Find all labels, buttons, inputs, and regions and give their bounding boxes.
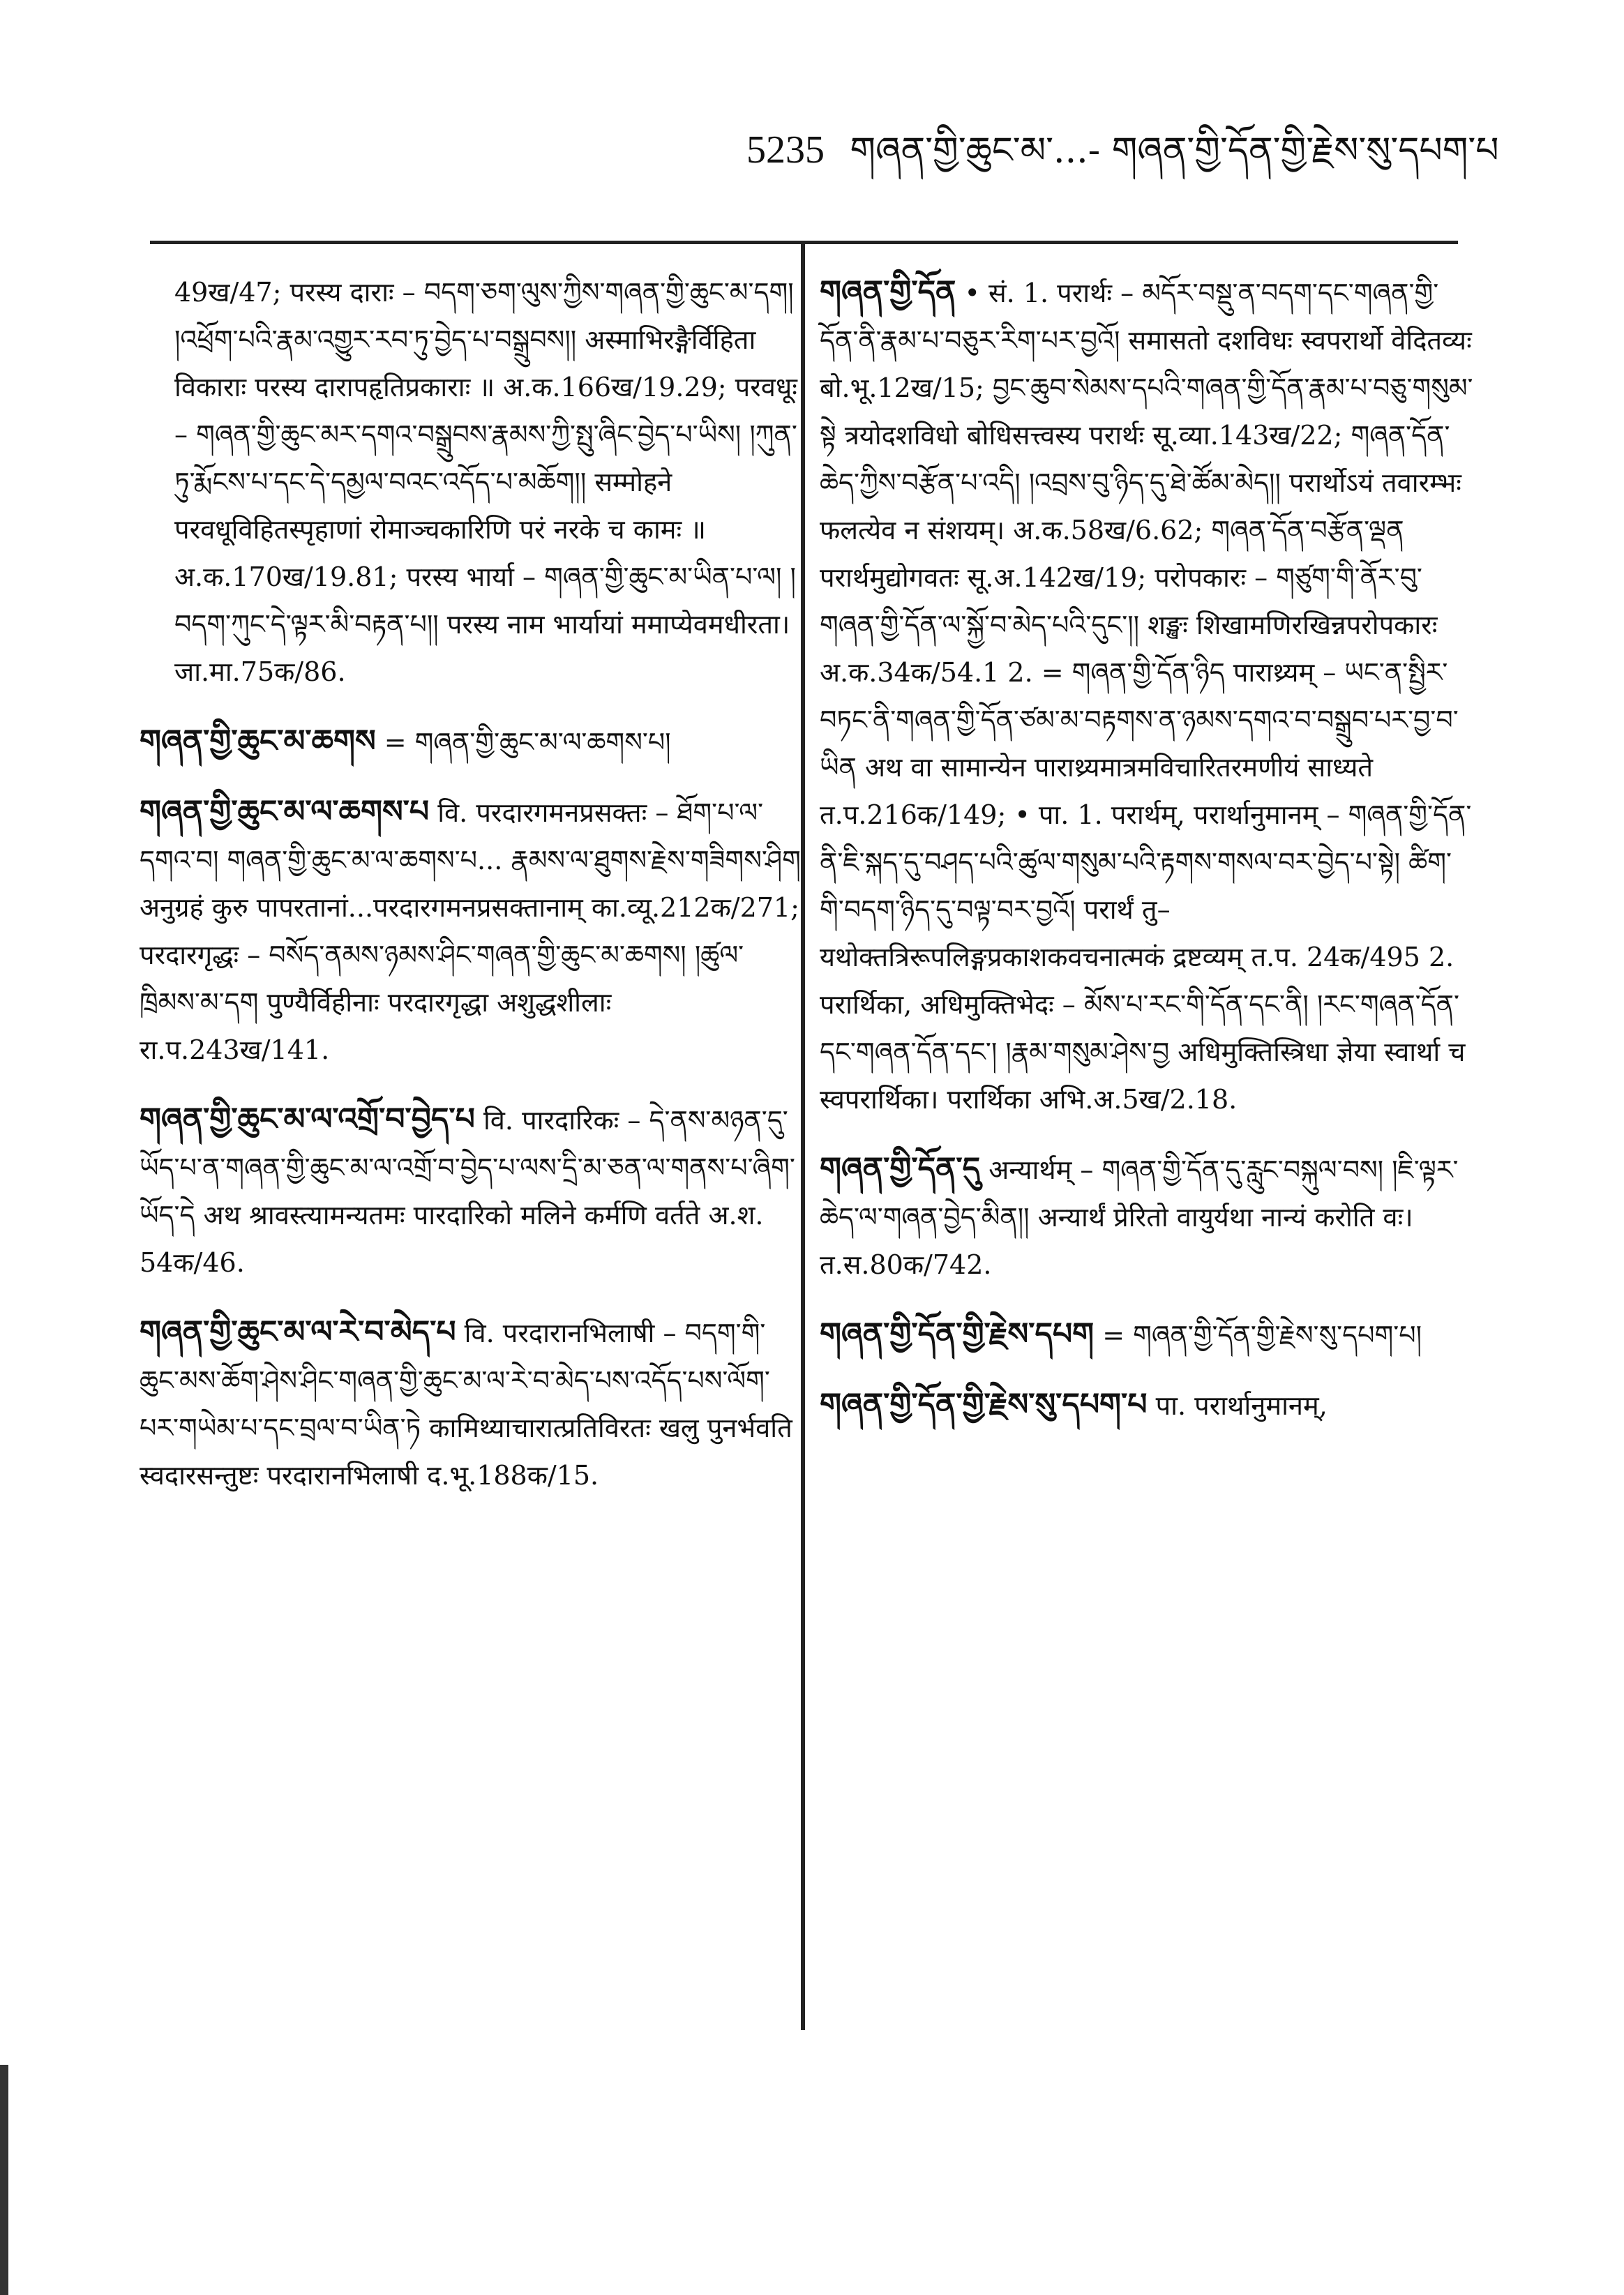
- entry-headword: གཞན་གྱི་དོན་གྱི་རྗེས་དཔག: [820, 1316, 1095, 1352]
- entry-headword: གཞན་གྱི་ཆུང་མ་ལ་འགྲོ་བ་བྱེད་པ: [140, 1101, 475, 1137]
- entry-headword: གཞན་གྱི་དོན: [820, 274, 956, 310]
- dictionary-entry: [140, 788, 802, 1074]
- dictionary-entry: [820, 1381, 1475, 1429]
- entry-text: = གཞན་གྱི་དོན་གྱི་རྗེས་སུ་དཔག་པ།: [1102, 1320, 1422, 1350]
- entry-headword: གཞན་གྱི་ཆུང་མ་ལ་ཆགས་པ: [140, 794, 430, 829]
- entry-headword: གཞན་གྱི་ཆུང་མ་ལ་རེ་བ་མེད་པ: [140, 1314, 456, 1350]
- dictionary-entry: [140, 1096, 802, 1286]
- left-column: [140, 269, 802, 1521]
- entry-text: = གཞན་གྱི་ཆུང་མ་ལ་ཆགས་པ།: [384, 727, 671, 758]
- dictionary-entry: [140, 1309, 802, 1499]
- dictionary-entry: [820, 1311, 1475, 1359]
- entry-text: वि. पारदारिकः – དེ་ནས་མཉན་དུ་ཡོད་པ་ན་གཞན་གྱི་ཆུང་མ་ལ་འགྲོ་བ་བྱེད་པ་ལས་དྲི་མ་ཅན་ལ་གནས་པ་ཞིག་ཡོད་དེ अथ श्रावस्त्यामन्यतमः पारदारिको मलिने कर्मणि वर्तते अ.श. 54क/46.: [140, 1105, 795, 1278]
- entry-text: • सं. 1. परार्थः – མདོར་བསྡུ་ན་བདག་དང་གཞན་གྱི་དོན་ནི་རྣམ་པ་བཅུར་རིག་པར་བྱའོ། समासतो दशविधः स्वपरार्थो वेदितव्यः बो.भू.12ख/15; བྱང་ཆུབ་སེམས་དཔའི་གཞན་གྱི་དོན་རྣམ་པ་བཅུ་གསུམ་སྟེ त्रयोदशविधो बोधिसत्त्वस्य परार्थः सू.व्या.143ख/22; གཞན་དོན་ཆེད་ཀྱིས་བརྩོན་པ་འདི། །འབྲས་བུ་ཉིད་དུ་ཐེ་ཚོམ་མེད།། परार्थोऽयं तवारम्भः फलत्येव न संशयम्। अ.क.58ख/6.62; གཞན་དོན་བརྩོན་ལྡན परार्थमुद्योगवतः सू.अ.142ख/19; परोपकारः – གཙུག་གི་ནོར་བུ་གཞན་གྱི་དོན་ལ་སྐྱོ་བ་མེད་པའི་དུང་།། शङ्खः शिखामणिरखिन्नपरोपकारः अ.क.34क/54.1 2. = གཞན་གྱི་དོན་ཉིད पाराथ्र्यम् – ཡང་ན་སྤྱིར་བཏང་ནི་གཞན་གྱི་དོན་ཙམ་མ་བརྟགས་ན་ཉམས་དགའ་བ་བསྒྲུབ་པར་བྱ་བ་ཡིན अथ वा सामान्येन पाराथ्र्यमात्रमविचारितरमणीयं साध्यते त.प.216क/149; • पा. 1. परार्थम्, परार्थानुमानम् – གཞན་གྱི་དོན་ནི་ཇི་སྐད་དུ་བཤད་པའི་ཚུལ་གསུམ་པའི་རྟགས་གསལ་བར་བྱེད་པ་སྟེ། ཚིག་གི་བདག་ཉིད་དུ་བལྟ་བར་བྱའོ། परार्थं तु–यथोक्तत्रिरूपलिङ्गप्रकाशकवचनात्मकं द्रष्टव्यम् त.प. 24क/495 2. परार्थिका, अधिमुक्तिभेदः – མོས་པ་རང་གི་དོན་དང་ནི། །རང་གཞན་དོན་དང་གཞན་དོན་དང་། །རྣམ་གསུམ་ཤེས་བྱ अधिमुक्तिस्त्रिधा ज्ञेया स्वार्था च स्वपरार्थिका। परार्थिका अभि.अ.5ख/2.18.: [820, 278, 1473, 1115]
- entry-text: वि. परदारगमनप्रसक्तः – ཐོག་པ་ལ་དགའ་བ། གཞན་གྱི་ཆུང་མ་ལ་ཆགས་པ... རྣམས་ལ་ཐུགས་རྗེས་གཟིགས་ཤིག अनुग्रहं कुरु पापरतानां...परदारगमनप्रसक्तानाम् का.व्यू.212क/271; परदारगृद्धः – བསོད་ནམས་ཉམས་ཤིང་གཞན་གྱི་ཆུང་མ་ཆགས། །ཚུལ་ཁྲིམས་མ་དག पुण्यैर्विहीनाः परदारगृद्धा अशुद्धशीलाः रा.प.243ख/141.: [140, 797, 801, 1065]
- entry-text: 49ख/47; परस्य दाराः – བདག་ཅག་ལུས་ཀྱིས་གཞན་གྱི་ཆུང་མ་དག། །འཕྲོག་པའི་རྣམ་འགྱུར་རབ་ཏུ་བྱེད་པ་བསྒྲུབས།། अस्माभिरङ्गैर्विहिता विकाराः परस्य दारापहृतिप्रकाराः ॥ अ.क.166ख/19.29; परवधूः – གཞན་གྱི་ཆུང་མར་དགའ་བསྒྲུབས་རྣམས་ཀྱི་སྤུ་ཞིང་བྱེད་པ་ཡིས། །ཀུན་ཏུ་རྨོངས་པ་དང་དེ་དམྱལ་བའང་འདོད་པ་མཆོག།། सम्मोहने परवधूविहितस्पृहाणां रोमाञ्चकारिणि परं नरके च कामः ॥ अ.क.170ख/19.81; परस्य भार्या – གཞན་གྱི་ཆུང་མ་ཡིན་པ་ལ། །བདག་ཀུང་དེ་ལྟར་མི་བརྟན་པ།། परस्य नाम भार्यायां ममाप्येवमधीरता। जा.मा.75क/86.: [174, 277, 797, 687]
- entry-headword: གཞན་གྱི་ཆུང་མ་ཆགས: [140, 723, 376, 759]
- entry-headword: གཞན་གྱི་དོན་དུ: [820, 1151, 981, 1187]
- entry-continuation: [140, 269, 802, 695]
- entry-text: पा. परार्थानुमानम्,: [1155, 1390, 1328, 1421]
- dictionary-entry: [820, 1145, 1475, 1288]
- scan-edge-mark: [0, 2065, 8, 2295]
- entry-headword: གཞན་གྱི་དོན་གྱི་རྗེས་སུ་དཔག་པ: [820, 1387, 1148, 1422]
- entry-text: अन्यार्थम् – གཞན་གྱི་དོན་དུ་རླུང་བསྐུལ་བས། །ཇི་ལྟར་ཆེད་ལ་གཞན་བྱེད་མིན།། अन्यार्थं प्रेरितो वायुर्यथा नान्यं करोति वः। त.स.80क/742.: [820, 1154, 1459, 1280]
- page-number: 5235: [746, 128, 825, 172]
- header-title: གཞན་གྱི་ཆུང་མ་...- གཞན་གྱི་དོན་གྱི་རྗེས་སུ་དཔག་པ: [850, 130, 1499, 172]
- dictionary-entry: [820, 269, 1475, 1123]
- dictionary-entry: [140, 718, 802, 766]
- running-header: [746, 122, 1499, 178]
- entry-text: वि. परदारानभिलाषी – བདག་གི་ཆུང་མས་ཆོག་ཤེས་ཤིང་གཞན་གྱི་ཆུང་མ་ལ་རེ་བ་མེད་པས་འདོད་པས་ལོག་པར་གཡེམ་པ་དང་བྲལ་བ་ཡིན་ཏེ कामिथ्याचारात्प्रतिविरतः खलु पुनर्भवति स्वदारसन्तुष्टः परदारानभिलाषी द.भू.188क/15.: [140, 1318, 792, 1491]
- right-column: [820, 269, 1475, 1452]
